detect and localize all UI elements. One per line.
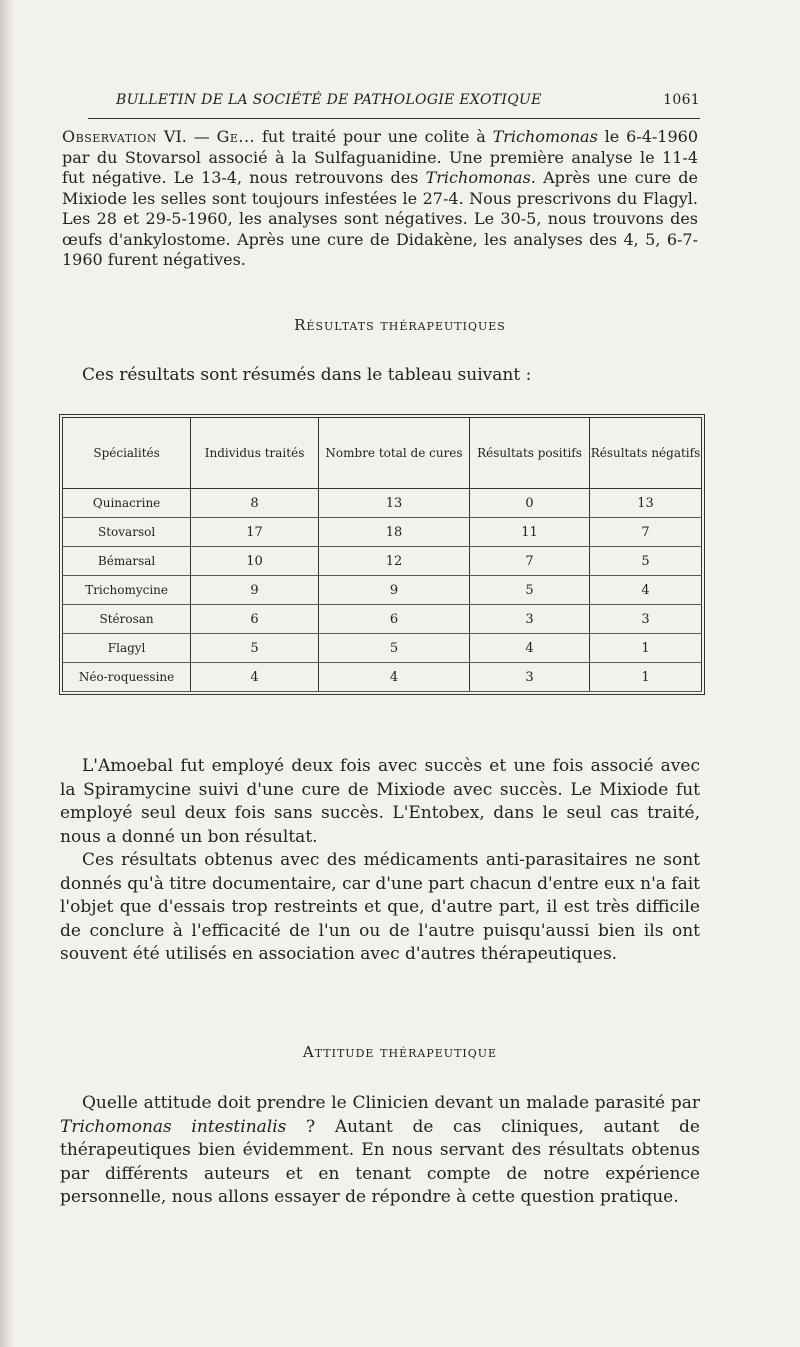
table-cell: 6 <box>318 605 469 634</box>
table-row <box>63 576 702 605</box>
table-cell: 4 <box>589 576 701 605</box>
page-number: 1061 <box>663 92 700 108</box>
section-heading-results: Résultats thérapeutiques <box>294 316 506 334</box>
table-cell: 8 <box>191 489 319 518</box>
patient-name: Ge... <box>216 127 256 146</box>
journal-title: BULLETIN DE LA SOCIÉTÉ DE PATHOLOGIE EXOTIQUE <box>116 92 542 108</box>
table-cell: 18 <box>318 518 469 547</box>
table-cell: Stérosan <box>63 605 191 634</box>
table-cell: 7 <box>589 518 701 547</box>
column-header: Individus traités <box>191 418 319 489</box>
table-cell: 4 <box>318 663 469 692</box>
table-row <box>63 605 702 634</box>
table-header-row <box>63 418 702 489</box>
table-cell: Bémarsal <box>63 547 191 576</box>
table-cell: 5 <box>470 576 590 605</box>
paragraph-amoebal: L'Amoebal fut employé deux fois avec succès et une fois associé avec la Spiramycine suivi d'une cure de Mixiode avec succès. Le Mixiode fut employé seul deux fois sans succès. L'Entobex, dans le seul cas traité, nous a donné un bon résultat. <box>60 756 700 847</box>
observation-italic: Trichomonas <box>492 127 598 146</box>
table-cell: 5 <box>318 634 469 663</box>
table-cell: 1 <box>589 634 701 663</box>
table-cell: 6 <box>191 605 319 634</box>
observation-text: le 6-4-1960 par du Stovarsol associé à la Sulfaguanidine. Une première analyse le 11-4 fut négative. Le 13-4, nous retrouvons des <box>62 127 698 187</box>
table-row <box>63 489 702 518</box>
table-cell: 4 <box>470 634 590 663</box>
page-edge-shadow <box>0 0 14 1347</box>
paragraph-attitude <box>60 1092 700 1210</box>
table-intro: Ces résultats sont résumés dans le tableau suivant : <box>82 365 532 385</box>
running-header <box>88 92 700 116</box>
table-cell: Trichomycine <box>63 576 191 605</box>
table-cell: 10 <box>191 547 319 576</box>
observation-number: VI. <box>163 127 187 146</box>
observation-dash: — <box>186 127 217 146</box>
paragraph-text: Quelle attitude doit prendre le Clinicien devant un malade parasité par <box>82 1093 700 1113</box>
table-cell: Quinacrine <box>63 489 191 518</box>
table-cell: 5 <box>191 634 319 663</box>
table-cell: 0 <box>470 489 590 518</box>
table-cell: 11 <box>470 518 590 547</box>
observation-label: Observation <box>62 127 158 146</box>
table-row <box>63 634 702 663</box>
table-cell: 7 <box>470 547 590 576</box>
table-cell: 5 <box>589 547 701 576</box>
column-header: Nombre total de cures <box>318 418 469 489</box>
table-cell: 9 <box>318 576 469 605</box>
table-cell: 3 <box>470 605 590 634</box>
table-cell: 17 <box>191 518 319 547</box>
table-cell: 13 <box>589 489 701 518</box>
table-cell: Néo-roquessine <box>63 663 191 692</box>
table-cell: 13 <box>318 489 469 518</box>
paragraph-text: ? Autant de cas cliniques, autant de thérapeutiques bien évidemment. En nous servant des résultats obtenus par différents auteurs et en tenant compte de notre expérience personnelle, nous allons essayer de répondre à cette question pratique. <box>60 1116 700 1207</box>
column-header: Résultats négatifs <box>589 418 701 489</box>
table-row <box>63 547 702 576</box>
table-cell: 3 <box>470 663 590 692</box>
table-row <box>63 518 702 547</box>
observation-paragraph <box>62 127 698 271</box>
table-cell: 4 <box>191 663 319 692</box>
header-rule <box>88 118 700 119</box>
table-cell: Flagyl <box>63 634 191 663</box>
table-cell: 3 <box>589 605 701 634</box>
section-heading-attitude: Attitude thérapeutique <box>302 1043 498 1061</box>
observation-text: Après une cure de Mixiode les selles sont toujours infestées le 27-4. Nous prescrivons du Flagyl. Les 28 et 29-5-1960, les analyses sont négatives. Le 30-5, nous trouvons des œufs d'ankylostome. Après une cure de Didakène, les analyses des 4, 5, 6-7-1960 furent négatives. <box>62 168 699 269</box>
table-cell: 12 <box>318 547 469 576</box>
paragraph-documentary: Ces résultats obtenus avec des médicaments anti-parasitaires ne sont donnés qu'à titre documentaire, car d'une part chacun d'entre eux n'a fait l'objet que d'essais trop restreints et que, d'autre part, il est très difficile de conclure à l'efficacité de l'un ou de l'autre puisqu'aussi bien ils ont souvent été utilisés en association avec d'autres thérapeutiques. <box>60 850 700 964</box>
paragraph-italic: Trichomonas intestinalis <box>60 1116 287 1137</box>
body-paragraphs <box>60 755 700 967</box>
table-cell: 1 <box>589 663 701 692</box>
table-cell: 9 <box>191 576 319 605</box>
table-row <box>63 663 702 692</box>
results-table <box>62 417 702 692</box>
observation-text: fut traité pour une colite à <box>255 127 493 146</box>
table-cell: Stovarsol <box>63 518 191 547</box>
column-header: Spécialités <box>63 418 191 489</box>
column-header: Résultats positifs <box>470 418 590 489</box>
observation-italic: Trichomonas. <box>425 168 536 187</box>
